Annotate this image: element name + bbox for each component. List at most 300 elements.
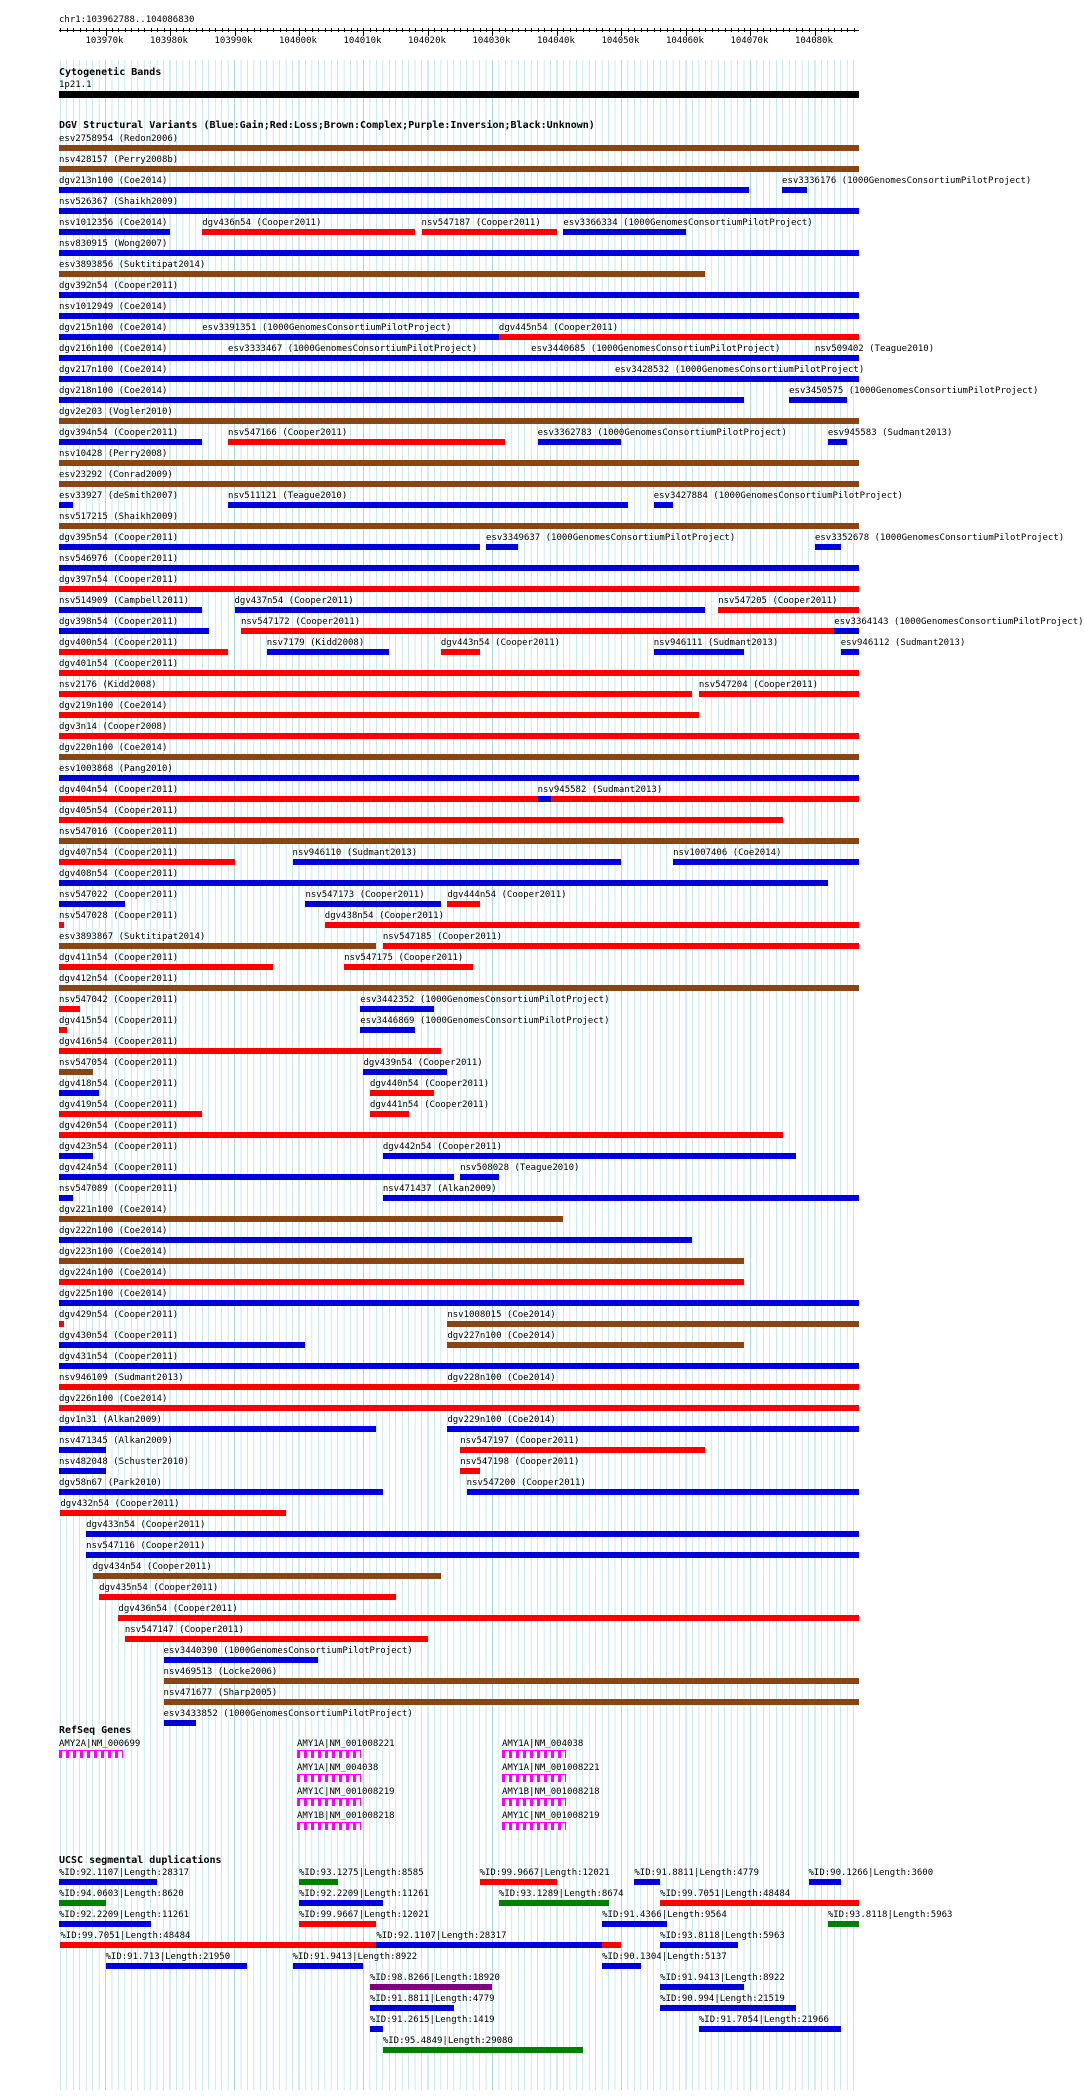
segdup-label[interactable]: %ID:92.1107|Length:28317 bbox=[59, 1868, 190, 1878]
segdup-label[interactable]: %ID:90.1304|Length:5137 bbox=[602, 1952, 727, 1962]
dgv-feature-bar[interactable] bbox=[59, 1132, 783, 1138]
dgv-feature-label[interactable]: nsv428157 (Perry2008b) bbox=[59, 155, 179, 165]
dgv-feature-label[interactable]: esv3440390 (1000GenomesConsortiumPilotProject) bbox=[163, 1646, 413, 1656]
segdup-label[interactable]: %ID:90.1266|Length:3600 bbox=[808, 1868, 934, 1878]
dgv-feature-bar[interactable] bbox=[59, 439, 202, 445]
segdup-bar[interactable] bbox=[293, 1963, 364, 1969]
dgv-feature-bar[interactable] bbox=[789, 397, 847, 403]
dgv-feature-bar[interactable] bbox=[59, 145, 859, 151]
dgv-feature-bar[interactable] bbox=[59, 649, 228, 655]
dgv-feature-bar[interactable] bbox=[59, 754, 859, 760]
dgv-feature-bar[interactable] bbox=[782, 187, 807, 193]
dgv-feature-bar[interactable] bbox=[59, 733, 859, 739]
dgv-feature-bar[interactable] bbox=[460, 1174, 499, 1180]
dgv-feature-bar[interactable] bbox=[815, 544, 841, 550]
refseq-gene-glyph[interactable] bbox=[502, 1798, 566, 1806]
dgv-feature-label[interactable]: dgv227n100 (Coe2014) bbox=[447, 1331, 556, 1341]
dgv-feature-label[interactable]: esv3336176 (1000GenomesConsortiumPilotProject) bbox=[782, 176, 1032, 186]
dgv-feature-label[interactable]: dgv213n100 (Coe2014) bbox=[59, 176, 168, 186]
dgv-feature-label[interactable]: esv3427884 (1000GenomesConsortiumPilotProject) bbox=[653, 491, 903, 501]
dgv-feature-bar[interactable] bbox=[59, 313, 859, 319]
dgv-feature-bar[interactable] bbox=[59, 817, 783, 823]
dgv-feature-bar[interactable] bbox=[654, 649, 744, 655]
dgv-feature-bar[interactable] bbox=[59, 880, 828, 886]
dgv-feature-label[interactable]: dgv433n54 (Cooper2011) bbox=[86, 1520, 206, 1530]
segdup-bar[interactable] bbox=[59, 1921, 151, 1927]
refseq-gene-label[interactable]: AMY1A|NM_004038 bbox=[502, 1739, 584, 1749]
dgv-feature-bar[interactable] bbox=[59, 1174, 454, 1180]
segdup-bar[interactable] bbox=[699, 2026, 841, 2032]
dgv-feature-bar[interactable] bbox=[202, 334, 234, 340]
dgv-feature-bar[interactable] bbox=[59, 1258, 744, 1264]
refseq-gene-glyph[interactable] bbox=[297, 1798, 361, 1806]
dgv-feature-label[interactable]: nsv830915 (Wong2007) bbox=[59, 239, 168, 249]
dgv-feature-label[interactable]: dgv218n100 (Coe2014) bbox=[59, 386, 168, 396]
segdup-label[interactable]: %ID:92.2209|Length:11261 bbox=[298, 1889, 430, 1899]
dgv-feature-label[interactable]: nsv547028 (Cooper2011) bbox=[59, 911, 179, 921]
dgv-feature-bar[interactable] bbox=[531, 355, 576, 361]
segdup-label[interactable]: %ID:91.4366|Length:9564 bbox=[602, 1910, 727, 1920]
segdup-label[interactable]: %ID:93.8118|Length:5963 bbox=[660, 1931, 785, 1941]
dgv-feature-bar[interactable] bbox=[441, 649, 480, 655]
dgv-feature-bar[interactable] bbox=[59, 586, 859, 592]
dgv-feature-label[interactable]: nsv547200 (Cooper2011) bbox=[466, 1478, 586, 1488]
dgv-feature-label[interactable]: dgv392n54 (Cooper2011) bbox=[59, 281, 179, 291]
dgv-feature-label[interactable]: dgv423n54 (Cooper2011) bbox=[59, 1142, 179, 1152]
dgv-feature-label[interactable]: dgv220n100 (Coe2014) bbox=[59, 743, 168, 753]
dgv-feature-label[interactable]: nsv547116 (Cooper2011) bbox=[86, 1541, 206, 1551]
segdup-bar[interactable] bbox=[299, 1879, 338, 1885]
dgv-feature-label[interactable]: esv3893867 (Suktitipat2014) bbox=[59, 932, 206, 942]
coordinate-ruler[interactable] bbox=[0, 28, 890, 46]
dgv-feature-label[interactable]: dgv435n54 (Cooper2011) bbox=[99, 1583, 219, 1593]
dgv-feature-bar[interactable] bbox=[59, 187, 749, 193]
dgv-feature-bar[interactable] bbox=[59, 1447, 106, 1453]
dgv-feature-label[interactable]: dgv415n54 (Cooper2011) bbox=[59, 1016, 179, 1026]
dgv-feature-bar[interactable] bbox=[563, 229, 686, 235]
dgv-feature-label[interactable]: dgv424n54 (Cooper2011) bbox=[59, 1163, 179, 1173]
dgv-feature-label[interactable]: nsv946109 (Sudmant2013) bbox=[59, 1373, 184, 1383]
dgv-feature-bar[interactable] bbox=[59, 544, 480, 550]
dgv-feature-label[interactable]: nsv7179 (Kidd2008) bbox=[266, 638, 365, 648]
dgv-feature-bar[interactable] bbox=[59, 355, 859, 361]
dgv-feature-label[interactable]: esv3446869 (1000GenomesConsortiumPilotProject) bbox=[360, 1016, 610, 1026]
segdup-label[interactable]: %ID:91.9413|Length:8922 bbox=[660, 1973, 785, 1983]
dgv-feature-bar[interactable] bbox=[59, 1216, 563, 1222]
dgv-feature-label[interactable]: dgv436n54 (Cooper2011) bbox=[118, 1604, 238, 1614]
dgv-feature-label[interactable]: esv3433852 (1000GenomesConsortiumPilotProject) bbox=[163, 1709, 413, 1719]
dgv-feature-label[interactable]: dgv418n54 (Cooper2011) bbox=[59, 1079, 179, 1089]
dgv-feature-bar[interactable] bbox=[59, 250, 859, 256]
segdup-bar[interactable] bbox=[602, 1921, 666, 1927]
dgv-feature-label[interactable]: esv3440685 (1000GenomesConsortiumPilotProject) bbox=[531, 344, 781, 354]
dgv-feature-label[interactable]: nsv471345 (Alkan2009) bbox=[59, 1436, 173, 1446]
segdup-bar[interactable] bbox=[660, 1984, 744, 1990]
dgv-feature-label[interactable]: dgv430n54 (Cooper2011) bbox=[59, 1331, 179, 1341]
dgv-feature-label[interactable]: nsv547054 (Cooper2011) bbox=[59, 1058, 179, 1068]
dgv-feature-label[interactable]: dgv412n54 (Cooper2011) bbox=[59, 974, 179, 984]
dgv-feature-label[interactable]: dgv431n54 (Cooper2011) bbox=[59, 1352, 179, 1362]
dgv-feature-label[interactable]: nsv547022 (Cooper2011) bbox=[59, 890, 179, 900]
dgv-feature-label[interactable]: nsv509402 (Teague2010) bbox=[814, 344, 935, 354]
dgv-feature-label[interactable]: dgv419n54 (Cooper2011) bbox=[59, 1100, 179, 1110]
segdup-bar[interactable] bbox=[660, 2005, 795, 2011]
dgv-feature-label[interactable]: dgv58n67 (Park2010) bbox=[59, 1478, 162, 1488]
dgv-feature-label[interactable]: nsv471437 (Alkan2009) bbox=[382, 1184, 497, 1194]
dgv-feature-label[interactable]: dgv225n100 (Coe2014) bbox=[59, 1289, 168, 1299]
dgv-feature-label[interactable]: dgv407n54 (Cooper2011) bbox=[59, 848, 179, 858]
dgv-feature-label[interactable]: dgv442n54 (Cooper2011) bbox=[382, 1142, 503, 1152]
dgv-feature-bar[interactable] bbox=[59, 481, 859, 487]
dgv-feature-label[interactable]: dgv434n54 (Cooper2011) bbox=[92, 1562, 212, 1572]
dgv-feature-label[interactable]: nsv1008015 (Coe2014) bbox=[447, 1310, 556, 1320]
dgv-feature-label[interactable]: nsv547175 (Cooper2011) bbox=[344, 953, 464, 963]
segdup-bar[interactable] bbox=[59, 1900, 106, 1906]
dgv-feature-label[interactable]: dgv445n54 (Cooper2011) bbox=[498, 323, 619, 333]
dgv-feature-label[interactable]: dgv395n54 (Cooper2011) bbox=[59, 533, 179, 543]
segdup-bar[interactable] bbox=[660, 1942, 737, 1948]
dgv-feature-bar[interactable] bbox=[59, 397, 744, 403]
dgv-feature-bar[interactable] bbox=[815, 355, 847, 361]
dgv-feature-bar[interactable] bbox=[370, 1111, 409, 1117]
segdup-bar[interactable] bbox=[106, 1963, 248, 1969]
dgv-feature-bar[interactable] bbox=[293, 859, 622, 865]
dgv-feature-label[interactable]: dgv439n54 (Cooper2011) bbox=[363, 1058, 483, 1068]
dgv-feature-label[interactable]: nsv1007406 (Coe2014) bbox=[673, 848, 782, 858]
dgv-feature-bar[interactable] bbox=[59, 1300, 859, 1306]
segdup-bar[interactable] bbox=[634, 1879, 660, 1885]
dgv-feature-label[interactable]: nsv526367 (Shaikh2009) bbox=[59, 197, 179, 207]
segdup-bar[interactable] bbox=[383, 2047, 583, 2053]
dgv-feature-bar[interactable] bbox=[370, 1090, 434, 1096]
dgv-feature-label[interactable]: esv3349637 (1000GenomesConsortiumPilotProject) bbox=[486, 533, 736, 543]
dgv-feature-label[interactable]: dgv221n100 (Coe2014) bbox=[59, 1205, 168, 1215]
dgv-feature-bar[interactable] bbox=[59, 166, 859, 172]
dgv-feature-bar[interactable] bbox=[99, 1594, 396, 1600]
refseq-gene-label[interactable]: AMY1A|NM_001008221 bbox=[297, 1739, 395, 1749]
dgv-feature-bar[interactable] bbox=[228, 439, 505, 445]
dgv-feature-label[interactable]: nsv2176 (Kidd2008) bbox=[59, 680, 157, 690]
dgv-feature-bar[interactable] bbox=[59, 1237, 692, 1243]
segdup-label[interactable]: %ID:99.9667|Length:12021 bbox=[479, 1868, 610, 1878]
dgv-feature-bar[interactable] bbox=[422, 229, 557, 235]
segdup-label[interactable]: %ID:93.1289|Length:8674 bbox=[498, 1889, 624, 1899]
dgv-feature-bar[interactable] bbox=[538, 796, 551, 802]
dgv-feature-bar[interactable] bbox=[59, 1111, 202, 1117]
dgv-feature-bar[interactable] bbox=[59, 985, 859, 991]
dgv-feature-bar[interactable] bbox=[59, 1321, 64, 1327]
dgv-feature-label[interactable]: nsv547089 (Cooper2011) bbox=[59, 1184, 179, 1194]
segdup-label[interactable]: %ID:98.8266|Length:18920 bbox=[369, 1973, 500, 1983]
dgv-feature-label[interactable]: dgv401n54 (Cooper2011) bbox=[59, 659, 179, 669]
dgv-feature-bar[interactable] bbox=[235, 607, 706, 613]
dgv-feature-label[interactable]: dgv443n54 (Cooper2011) bbox=[440, 638, 561, 648]
dgv-feature-label[interactable]: dgv219n100 (Coe2014) bbox=[59, 701, 168, 711]
segdup-label[interactable]: %ID:99.7051|Length:48484 bbox=[60, 1931, 191, 1941]
dgv-feature-bar[interactable] bbox=[59, 1489, 383, 1495]
refseq-gene-label[interactable]: AMY1A|NM_004038 bbox=[297, 1763, 379, 1773]
dgv-feature-label[interactable]: dgv1n31 (Alkan2009) bbox=[59, 1415, 162, 1425]
dgv-feature-bar[interactable] bbox=[59, 943, 376, 949]
dgv-feature-bar[interactable] bbox=[59, 628, 209, 634]
segdup-label[interactable]: %ID:90.994|Length:21519 bbox=[660, 1994, 785, 2004]
dgv-feature-label[interactable]: esv3364143 (1000GenomesConsortiumPilotProject) bbox=[834, 617, 1084, 627]
dgv-feature-bar[interactable] bbox=[841, 649, 859, 655]
dgv-feature-label[interactable]: esv3352678 (1000GenomesConsortiumPilotProject) bbox=[814, 533, 1065, 543]
dgv-feature-bar[interactable] bbox=[59, 229, 170, 235]
dgv-feature-label[interactable]: dgv224n100 (Coe2014) bbox=[59, 1268, 168, 1278]
dgv-feature-bar[interactable] bbox=[360, 1006, 434, 1012]
segdup-label[interactable]: %ID:91.2615|Length:1419 bbox=[369, 2015, 495, 2025]
dgv-feature-bar[interactable] bbox=[59, 1006, 80, 1012]
dgv-feature-label[interactable]: nsv517215 (Shaikh2009) bbox=[59, 512, 179, 522]
dgv-feature-label[interactable]: nsv546976 (Cooper2011) bbox=[59, 554, 179, 564]
dgv-feature-bar[interactable] bbox=[460, 1468, 479, 1474]
dgv-feature-label[interactable]: esv3333467 (1000GenomesConsortiumPilotProject) bbox=[228, 344, 478, 354]
dgv-feature-bar[interactable] bbox=[59, 565, 859, 571]
dgv-feature-label[interactable]: dgv408n54 (Cooper2011) bbox=[59, 869, 179, 879]
refseq-gene-label[interactable]: AMY1B|NM_001008218 bbox=[297, 1811, 395, 1821]
dgv-feature-label[interactable]: nsv10428 (Perry2008) bbox=[59, 449, 168, 459]
segdup-label[interactable]: %ID:92.1107|Length:28317 bbox=[376, 1931, 507, 1941]
dgv-feature-label[interactable]: dgv438n54 (Cooper2011) bbox=[324, 911, 444, 921]
dgv-feature-label[interactable]: dgv429n54 (Cooper2011) bbox=[59, 1310, 179, 1320]
dgv-feature-bar[interactable] bbox=[59, 901, 125, 907]
dgv-feature-label[interactable]: esv3362783 (1000GenomesConsortiumPilotProject) bbox=[537, 428, 787, 438]
dgv-feature-bar[interactable] bbox=[59, 1342, 305, 1348]
dgv-feature-bar[interactable] bbox=[59, 775, 859, 781]
dgv-feature-label[interactable]: esv33927 (deSmith2007) bbox=[59, 491, 179, 501]
dgv-feature-label[interactable]: dgv217n100 (Coe2014) bbox=[59, 365, 168, 375]
dgv-feature-label[interactable]: nsv547147 (Cooper2011) bbox=[124, 1625, 245, 1635]
segdup-bar[interactable] bbox=[299, 1900, 383, 1906]
dgv-feature-bar[interactable] bbox=[59, 859, 235, 865]
dgv-feature-label[interactable]: dgv436n54 (Cooper2011) bbox=[202, 218, 322, 228]
segdup-label[interactable]: %ID:93.1275|Length:8585 bbox=[298, 1868, 424, 1878]
dgv-feature-bar[interactable] bbox=[59, 292, 859, 298]
dgv-feature-label[interactable]: dgv404n54 (Cooper2011) bbox=[59, 785, 179, 795]
dgv-feature-bar[interactable] bbox=[59, 1279, 744, 1285]
refseq-gene-glyph[interactable] bbox=[502, 1750, 566, 1758]
dgv-feature-bar[interactable] bbox=[59, 1195, 73, 1201]
dgv-feature-bar[interactable] bbox=[344, 964, 473, 970]
dgv-feature-bar[interactable] bbox=[59, 208, 859, 214]
dgv-feature-bar[interactable] bbox=[467, 1489, 859, 1495]
dgv-feature-label[interactable]: nsv547173 (Cooper2011) bbox=[305, 890, 425, 900]
dgv-feature-bar[interactable] bbox=[828, 439, 847, 445]
dgv-feature-label[interactable]: esv3391351 (1000GenomesConsortiumPilotProject) bbox=[202, 323, 452, 333]
dgv-feature-bar[interactable] bbox=[673, 859, 859, 865]
dgv-feature-bar[interactable] bbox=[164, 1720, 196, 1726]
refseq-gene-label[interactable]: AMY2A|NM_000699 bbox=[59, 1739, 141, 1749]
dgv-feature-label[interactable]: nsv945582 (Sudmant2013) bbox=[537, 785, 663, 795]
dgv-feature-bar[interactable] bbox=[699, 691, 859, 697]
dgv-feature-label[interactable]: dgv437n54 (Cooper2011) bbox=[234, 596, 354, 606]
dgv-feature-bar[interactable] bbox=[228, 355, 312, 361]
dgv-feature-label[interactable]: dgv440n54 (Cooper2011) bbox=[369, 1079, 490, 1089]
dgv-feature-label[interactable]: nsv547187 (Cooper2011) bbox=[421, 218, 541, 228]
segdup-label[interactable]: %ID:99.7051|Length:48484 bbox=[660, 1889, 791, 1899]
dgv-feature-label[interactable]: esv3893856 (Suktitipat2014) bbox=[59, 260, 206, 270]
dgv-feature-label[interactable]: dgv216n100 (Coe2014) bbox=[59, 344, 168, 354]
dgv-feature-label[interactable]: dgv2e203 (Vogler2010) bbox=[59, 407, 173, 417]
segdup-label[interactable]: %ID:91.9413|Length:8922 bbox=[292, 1952, 418, 1962]
dgv-feature-bar[interactable] bbox=[59, 838, 859, 844]
cytoband-bar[interactable] bbox=[59, 91, 859, 98]
segdup-label[interactable]: %ID:92.2209|Length:11261 bbox=[59, 1910, 190, 1920]
dgv-feature-label[interactable]: esv3442352 (1000GenomesConsortiumPilotProject) bbox=[360, 995, 610, 1005]
dgv-feature-bar[interactable] bbox=[59, 1426, 376, 1432]
dgv-feature-bar[interactable] bbox=[59, 271, 705, 277]
refseq-gene-glyph[interactable] bbox=[297, 1822, 361, 1830]
dgv-feature-label[interactable]: dgv400n54 (Cooper2011) bbox=[59, 638, 179, 648]
refseq-gene-label[interactable]: AMY1B|NM_001008218 bbox=[502, 1787, 600, 1797]
dgv-feature-label[interactable]: dgv229n100 (Coe2014) bbox=[447, 1415, 556, 1425]
dgv-feature-bar[interactable] bbox=[538, 439, 622, 445]
dgv-feature-bar[interactable] bbox=[447, 901, 479, 907]
dgv-feature-label[interactable]: nsv547016 (Cooper2011) bbox=[59, 827, 179, 837]
dgv-feature-bar[interactable] bbox=[59, 712, 699, 718]
dgv-feature-bar[interactable] bbox=[59, 1468, 106, 1474]
dgv-feature-bar[interactable] bbox=[654, 502, 673, 508]
dgv-feature-bar[interactable] bbox=[59, 523, 859, 529]
dgv-feature-label[interactable]: nsv946111 (Sudmant2013) bbox=[653, 638, 779, 648]
dgv-feature-label[interactable]: dgv397n54 (Cooper2011) bbox=[59, 575, 179, 585]
dgv-feature-bar[interactable] bbox=[59, 922, 64, 928]
dgv-feature-label[interactable]: dgv420n54 (Cooper2011) bbox=[59, 1121, 179, 1131]
dgv-feature-bar[interactable] bbox=[59, 1153, 93, 1159]
dgv-feature-bar[interactable] bbox=[59, 1363, 859, 1369]
dgv-feature-bar[interactable] bbox=[59, 691, 692, 697]
segdup-label[interactable]: %ID:94.0603|Length:8620 bbox=[59, 1889, 184, 1899]
refseq-gene-label[interactable]: AMY1C|NM_001008219 bbox=[297, 1787, 395, 1797]
segdup-bar[interactable] bbox=[480, 1879, 557, 1885]
dgv-feature-bar[interactable] bbox=[615, 376, 647, 382]
dgv-feature-bar[interactable] bbox=[59, 1069, 93, 1075]
dgv-feature-label[interactable]: dgv432n54 (Cooper2011) bbox=[60, 1499, 180, 1509]
dgv-feature-bar[interactable] bbox=[383, 943, 859, 949]
dgv-feature-bar[interactable] bbox=[59, 376, 859, 382]
dgv-feature-label[interactable]: esv946112 (Sudmant2013) bbox=[840, 638, 966, 648]
dgv-feature-label[interactable]: nsv547204 (Cooper2011) bbox=[698, 680, 819, 690]
dgv-feature-bar[interactable] bbox=[93, 1573, 441, 1579]
dgv-feature-bar[interactable] bbox=[447, 1342, 744, 1348]
dgv-feature-label[interactable]: esv3366334 (1000GenomesConsortiumPilotProject) bbox=[563, 218, 813, 228]
dgv-feature-label[interactable]: nsv1012949 (Coe2014) bbox=[59, 302, 168, 312]
dgv-feature-label[interactable]: nsv547042 (Cooper2011) bbox=[59, 995, 179, 1005]
dgv-feature-label[interactable]: dgv223n100 (Coe2014) bbox=[59, 1247, 168, 1257]
dgv-feature-bar[interactable] bbox=[86, 1531, 859, 1537]
dgv-feature-bar[interactable] bbox=[228, 502, 628, 508]
dgv-feature-label[interactable]: esv1003868 (Pang2010) bbox=[59, 764, 173, 774]
dgv-feature-label[interactable]: nsv547166 (Cooper2011) bbox=[228, 428, 348, 438]
dgv-feature-bar[interactable] bbox=[447, 1384, 744, 1390]
dgv-feature-bar[interactable] bbox=[59, 502, 73, 508]
dgv-feature-bar[interactable] bbox=[164, 1657, 319, 1663]
dgv-feature-bar[interactable] bbox=[164, 1699, 859, 1705]
dgv-feature-bar[interactable] bbox=[241, 628, 859, 634]
dgv-feature-bar[interactable] bbox=[59, 418, 859, 424]
dgv-feature-bar[interactable] bbox=[59, 1090, 99, 1096]
dgv-feature-bar[interactable] bbox=[59, 1048, 441, 1054]
dgv-feature-bar[interactable] bbox=[59, 670, 859, 676]
segdup-bar[interactable] bbox=[499, 1900, 609, 1906]
dgv-feature-label[interactable]: dgv228n100 (Coe2014) bbox=[447, 1373, 556, 1383]
dgv-feature-bar[interactable] bbox=[718, 607, 859, 613]
dgv-feature-label[interactable]: dgv222n100 (Coe2014) bbox=[59, 1226, 168, 1236]
dgv-feature-label[interactable]: nsv482048 (Schuster2010) bbox=[59, 1457, 190, 1467]
dgv-feature-bar[interactable] bbox=[59, 460, 859, 466]
refseq-gene-glyph[interactable] bbox=[502, 1822, 566, 1830]
dgv-feature-label[interactable]: dgv411n54 (Cooper2011) bbox=[59, 953, 179, 963]
segdup-bar[interactable] bbox=[376, 1942, 602, 1948]
dgv-feature-label[interactable]: nsv471677 (Sharp2005) bbox=[163, 1688, 278, 1698]
dgv-feature-bar[interactable] bbox=[447, 1426, 859, 1432]
dgv-feature-bar[interactable] bbox=[305, 901, 440, 907]
dgv-feature-label[interactable]: nsv946110 (Sudmant2013) bbox=[292, 848, 418, 858]
dgv-feature-bar[interactable] bbox=[125, 1636, 428, 1642]
segdup-bar[interactable] bbox=[370, 2005, 454, 2011]
segdup-label[interactable]: %ID:91.713|Length:21950 bbox=[105, 1952, 231, 1962]
segdup-label[interactable]: %ID:91.7054|Length:21966 bbox=[698, 2015, 829, 2025]
dgv-feature-label[interactable]: nsv547198 (Cooper2011) bbox=[460, 1457, 580, 1467]
dgv-feature-bar[interactable] bbox=[834, 628, 859, 634]
dgv-feature-bar[interactable] bbox=[59, 796, 859, 802]
dgv-feature-bar[interactable] bbox=[383, 1195, 859, 1201]
segdup-label[interactable]: %ID:91.8811|Length:4779 bbox=[369, 1994, 495, 2004]
dgv-feature-label[interactable]: dgv226n100 (Coe2014) bbox=[59, 1394, 168, 1404]
dgv-feature-bar[interactable] bbox=[86, 1552, 859, 1558]
dgv-feature-label[interactable]: dgv398n54 (Cooper2011) bbox=[59, 617, 179, 627]
segdup-bar[interactable] bbox=[59, 1879, 157, 1885]
dgv-feature-bar[interactable] bbox=[360, 1027, 415, 1033]
refseq-gene-label[interactable]: AMY1C|NM_001008219 bbox=[502, 1811, 600, 1821]
segdup-bar[interactable] bbox=[299, 1921, 376, 1927]
dgv-feature-bar[interactable] bbox=[59, 607, 202, 613]
dgv-feature-label[interactable]: dgv394n54 (Cooper2011) bbox=[59, 428, 179, 438]
segdup-bar[interactable] bbox=[660, 1900, 859, 1906]
dgv-feature-label[interactable]: nsv547185 (Cooper2011) bbox=[382, 932, 503, 942]
dgv-feature-label[interactable]: dgv215n100 (Coe2014) bbox=[59, 323, 168, 333]
refseq-gene-glyph[interactable] bbox=[297, 1774, 361, 1782]
dgv-feature-bar[interactable] bbox=[460, 1447, 705, 1453]
segdup-label[interactable]: %ID:95.4849|Length:29080 bbox=[382, 2036, 513, 2046]
dgv-feature-bar[interactable] bbox=[59, 1405, 859, 1411]
dgv-feature-bar[interactable] bbox=[59, 1027, 67, 1033]
dgv-feature-label[interactable]: esv945583 (Sudmant2013) bbox=[827, 428, 953, 438]
dgv-feature-bar[interactable] bbox=[202, 229, 415, 235]
dgv-feature-label[interactable]: dgv405n54 (Cooper2011) bbox=[59, 806, 179, 816]
segdup-bar[interactable] bbox=[370, 1984, 493, 1990]
dgv-feature-label[interactable]: dgv441n54 (Cooper2011) bbox=[369, 1100, 490, 1110]
refseq-gene-glyph[interactable] bbox=[59, 1750, 123, 1758]
segdup-bar[interactable] bbox=[370, 2026, 383, 2032]
dgv-feature-label[interactable]: nsv1012356 (Coe2014) bbox=[59, 218, 168, 228]
dgv-feature-label[interactable]: nsv547197 (Cooper2011) bbox=[460, 1436, 580, 1446]
dgv-feature-label[interactable]: esv3450575 (1000GenomesConsortiumPilotProject) bbox=[789, 386, 1039, 396]
refseq-gene-label[interactable]: AMY1A|NM_001008221 bbox=[502, 1763, 600, 1773]
dgv-feature-bar[interactable] bbox=[447, 1321, 859, 1327]
dgv-feature-label[interactable]: nsv547172 (Cooper2011) bbox=[240, 617, 361, 627]
dgv-feature-bar[interactable] bbox=[267, 649, 390, 655]
segdup-label[interactable]: %ID:99.9667|Length:12021 bbox=[298, 1910, 430, 1920]
dgv-feature-label[interactable]: dgv416n54 (Cooper2011) bbox=[59, 1037, 179, 1047]
segdup-bar[interactable] bbox=[809, 1879, 841, 1885]
dgv-feature-label[interactable]: nsv511121 (Teague2010) bbox=[228, 491, 348, 501]
dgv-feature-bar[interactable] bbox=[325, 922, 859, 928]
refseq-gene-glyph[interactable] bbox=[297, 1750, 361, 1758]
dgv-feature-bar[interactable] bbox=[499, 334, 859, 340]
